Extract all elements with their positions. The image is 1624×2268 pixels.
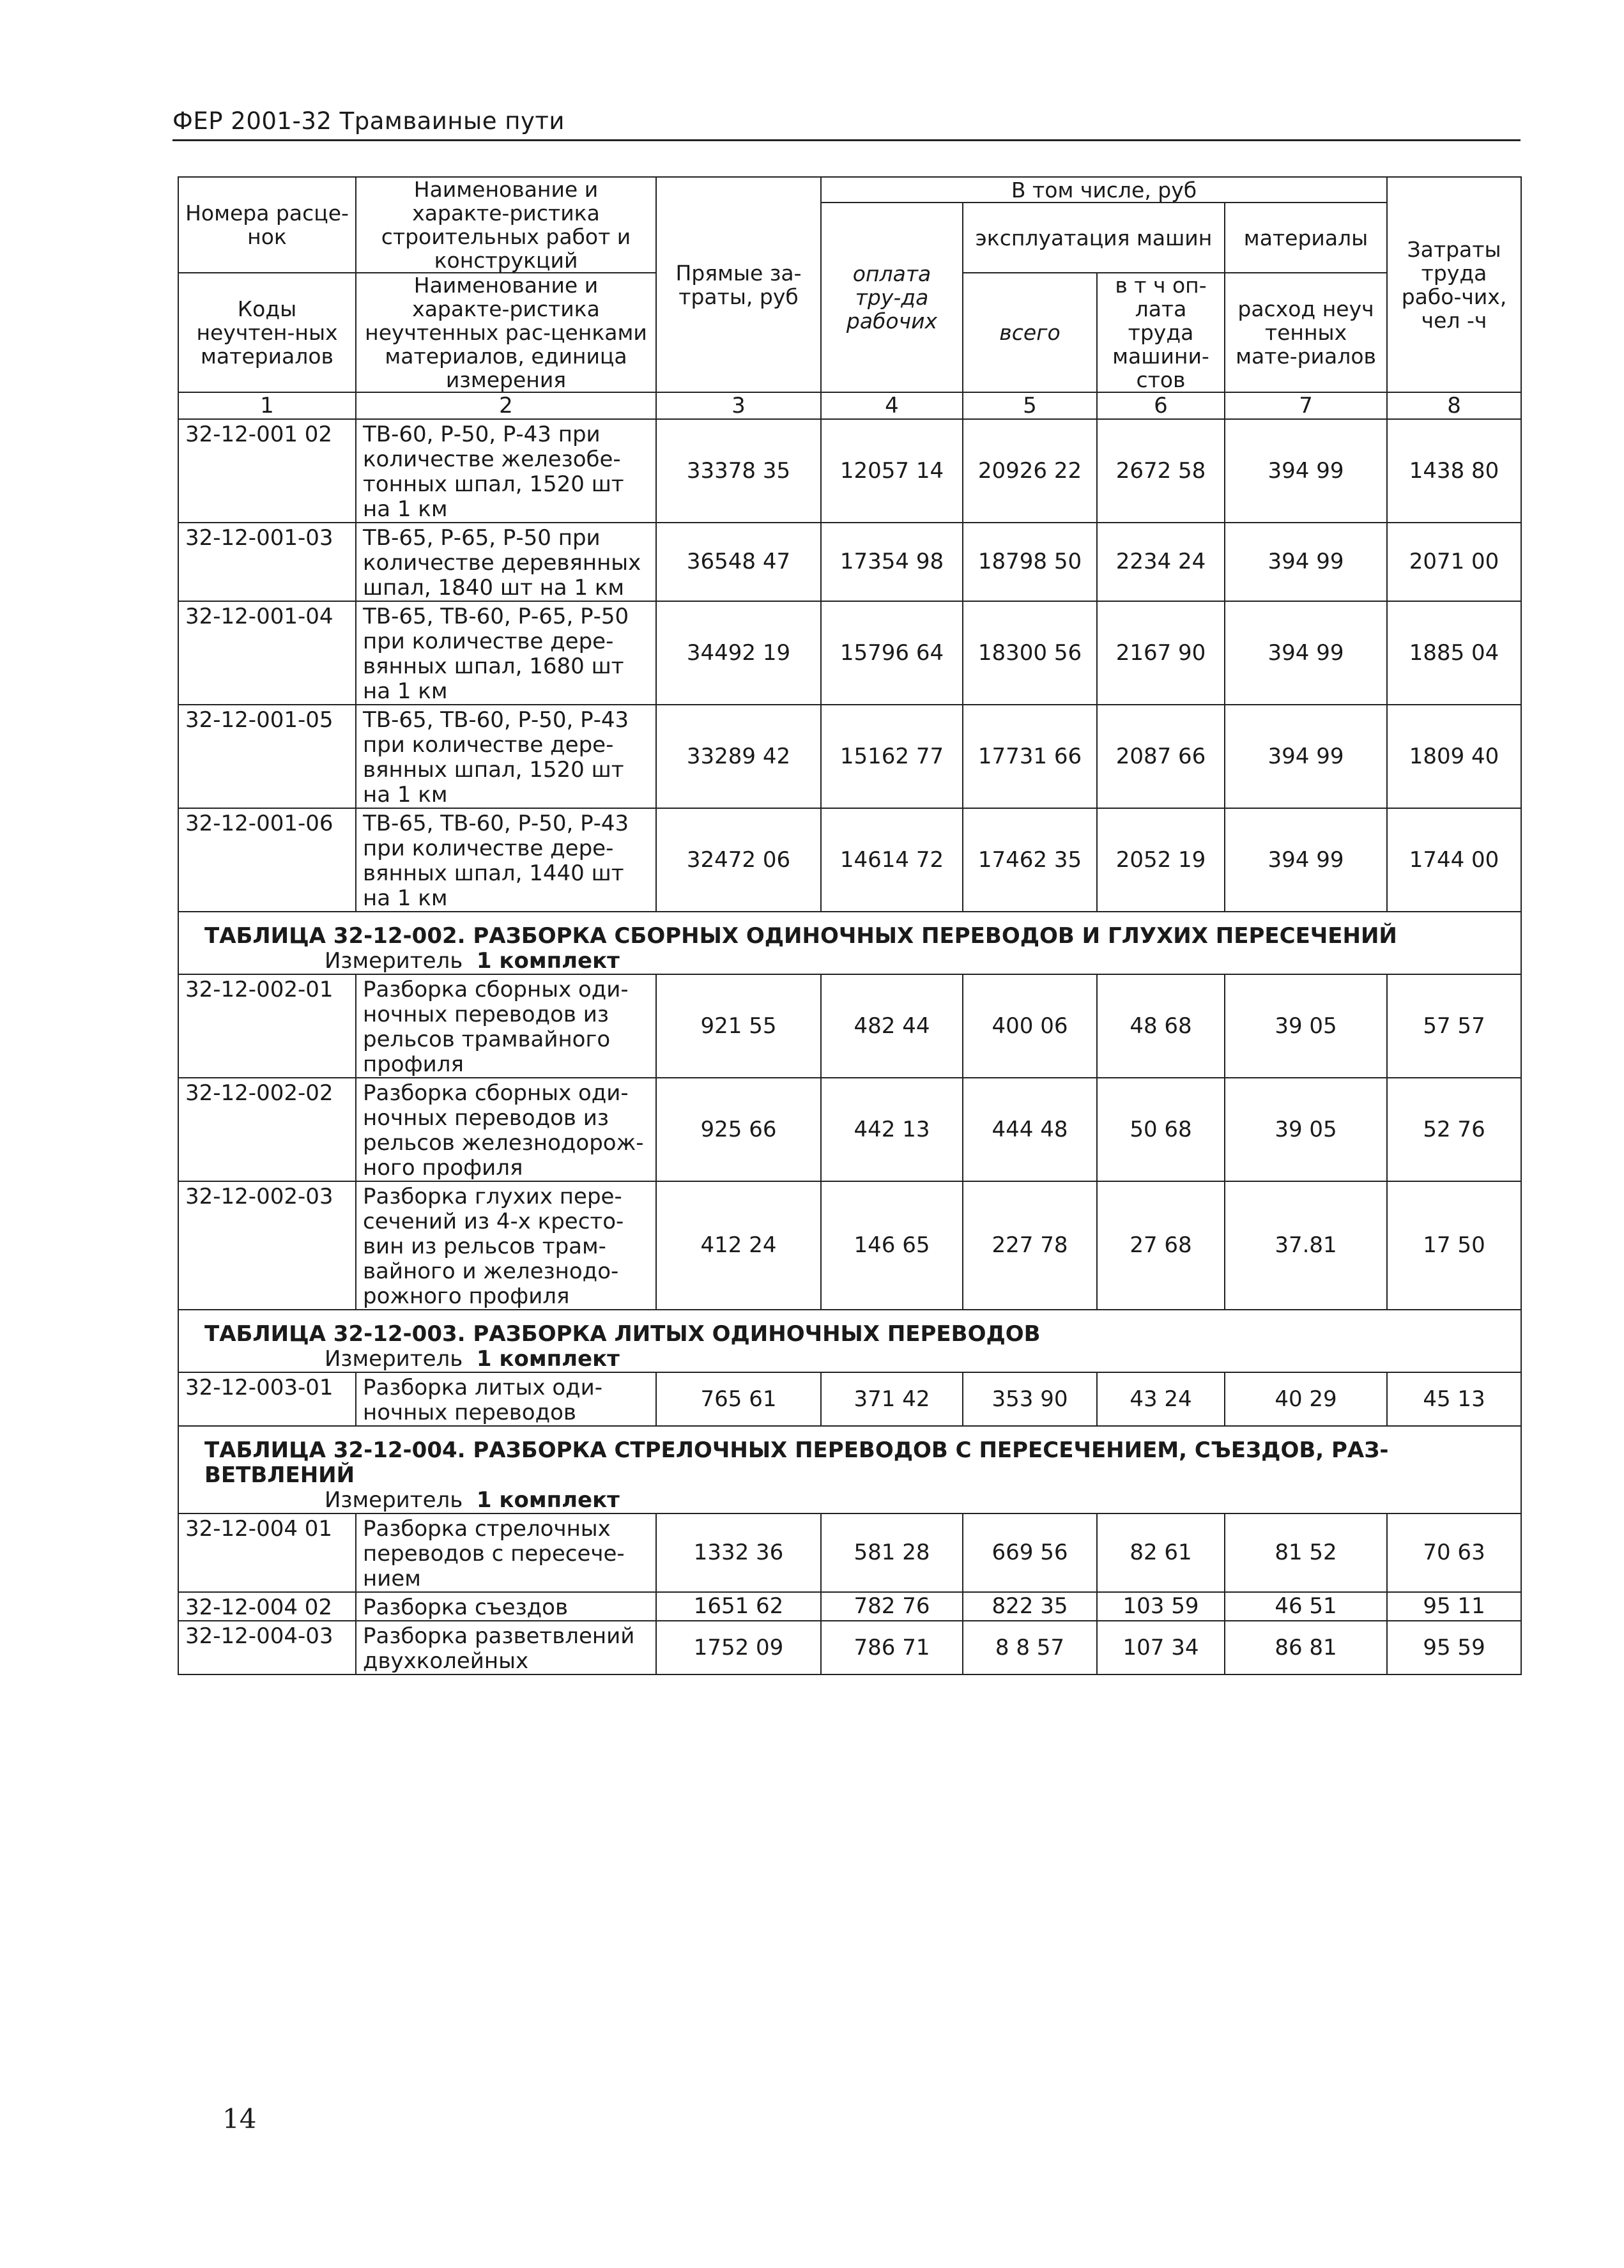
table-row [178, 974, 1521, 1078]
column-number: 7 [1225, 392, 1387, 419]
cost-value: 1744 00 [1387, 808, 1521, 912]
table-row [178, 1078, 1521, 1181]
section-title-004: ТАБЛИЦА 32-12-004. РАЗБОРКА СТРЕЛОЧНЫХ ПЕРЕВОДОВ С ПЕРЕСЕЧЕНИЕМ, СЪЕЗДОВ, РАЗ-ВЕТВЛЕНИЙ [178, 1426, 1521, 1488]
rate-code: 32-12-004-03 [178, 1621, 356, 1674]
meter-label: Измеритель [325, 1487, 463, 1513]
cost-value: 2167 90 [1097, 601, 1225, 705]
cost-value: 2071 00 [1387, 523, 1521, 601]
cost-value: 27 68 [1097, 1181, 1225, 1310]
cost-value: 45 13 [1387, 1372, 1521, 1426]
cost-value: 921 55 [656, 974, 821, 1078]
table-row [178, 808, 1521, 912]
header-work-name: Наименование и характе-ристика строительных работ и конструкций [356, 177, 656, 273]
cost-value: 33289 42 [656, 705, 821, 808]
column-number: 8 [1387, 392, 1521, 419]
column-number: 4 [821, 392, 963, 419]
cost-value: 371 42 [821, 1372, 963, 1426]
work-description: Разборка сборных оди-ночных переводов из рельсов железнодорож-ного профиля [356, 1078, 656, 1181]
rate-code: 32-12-001-04 [178, 601, 356, 705]
work-description: Разборка разветвлений двухколейных [356, 1621, 656, 1674]
cost-value: 95 59 [1387, 1621, 1521, 1674]
rate-code: 32-12-001-05 [178, 705, 356, 808]
cost-value: 2672 58 [1097, 419, 1225, 523]
cost-value: 1809 40 [1387, 705, 1521, 808]
table-row [178, 523, 1521, 601]
table-row [178, 1372, 1521, 1426]
cost-value: 14614 72 [821, 808, 963, 912]
cost-value: 34492 19 [656, 601, 821, 705]
cost-value: 394 99 [1225, 601, 1387, 705]
cost-value: 15162 77 [821, 705, 963, 808]
cost-value: 394 99 [1225, 523, 1387, 601]
work-description: Разборка стрелочных переводов с пересече-нием [356, 1513, 656, 1592]
header-unaccounted-materials: расход неуч тенных мате-риалов [1225, 273, 1387, 392]
header-labor-pay: оплата тру-да рабочих [821, 203, 963, 392]
column-number: 1 [178, 392, 356, 419]
cost-value: 103 59 [1097, 1592, 1225, 1621]
cost-value: 18300 56 [963, 601, 1097, 705]
cost-value: 1752 09 [656, 1621, 821, 1674]
section-title-002: ТАБЛИЦА 32-12-002. РАЗБОРКА СБОРНЫХ ОДИНОЧНЫХ ПЕРЕВОДОВ И ГЛУХИХ ПЕРЕСЕЧЕНИЙ [178, 912, 1521, 949]
cost-value: 81 52 [1225, 1513, 1387, 1592]
cost-value: 40 29 [1225, 1372, 1387, 1426]
cost-value: 146 65 [821, 1181, 963, 1310]
cost-value: 669 56 [963, 1513, 1097, 1592]
cost-value: 17462 35 [963, 808, 1097, 912]
cost-value: 15796 64 [821, 601, 963, 705]
header-rate-numbers: Номера расце-нок [178, 177, 356, 273]
cost-value: 107 34 [1097, 1621, 1225, 1674]
cost-value: 394 99 [1225, 808, 1387, 912]
header-unaccounted-codes: Коды неучтен-ных материалов [178, 273, 356, 392]
cost-value: 394 99 [1225, 419, 1387, 523]
cost-value: 33378 35 [656, 419, 821, 523]
cost-value: 1885 04 [1387, 601, 1521, 705]
header-rule [172, 139, 1521, 141]
work-description: Разборка сборных оди-ночных переводов из рельсов трамвайного профиля [356, 974, 656, 1078]
cost-value: 442 13 [821, 1078, 963, 1181]
cost-value: 412 24 [656, 1181, 821, 1310]
rate-code: 32-12-004 01 [178, 1513, 356, 1592]
header-machines-total: всего [963, 273, 1097, 392]
cost-value: 1332 36 [656, 1513, 821, 1592]
cost-value: 822 35 [963, 1592, 1097, 1621]
running-head: ФЕР 2001-32 Трамваиные пути [172, 107, 565, 135]
cost-value: 70 63 [1387, 1513, 1521, 1592]
section-meter-003 [178, 1347, 1521, 1372]
header-unaccounted-name: Наименование и характе-ристика неучтенных рас-ценками материалов, единица измерения [356, 273, 656, 392]
cost-value: 48 68 [1097, 974, 1225, 1078]
cost-value: 18798 50 [963, 523, 1097, 601]
table-row [178, 1621, 1521, 1674]
estimate-table [178, 176, 1522, 1675]
cost-value: 57 57 [1387, 974, 1521, 1078]
table-row [178, 1181, 1521, 1310]
page-number: 14 [222, 2103, 257, 2134]
cost-value: 8 8 57 [963, 1621, 1097, 1674]
cost-value: 37.81 [1225, 1181, 1387, 1310]
cost-value: 20926 22 [963, 419, 1097, 523]
column-number: 6 [1097, 392, 1225, 419]
rate-code: 32-12-002-03 [178, 1181, 356, 1310]
cost-value: 17354 98 [821, 523, 963, 601]
rate-code: 32-12-001-06 [178, 808, 356, 912]
header-machines: эксплуатация машин [963, 203, 1225, 273]
cost-value: 82 61 [1097, 1513, 1225, 1592]
cost-value: 43 24 [1097, 1372, 1225, 1426]
cost-value: 46 51 [1225, 1592, 1387, 1621]
cost-value: 2052 19 [1097, 808, 1225, 912]
cost-value: 394 99 [1225, 705, 1387, 808]
rate-code: 32-12-002-01 [178, 974, 356, 1078]
cost-value: 786 71 [821, 1621, 963, 1674]
cost-value: 39 05 [1225, 1078, 1387, 1181]
cost-value: 12057 14 [821, 419, 963, 523]
section-meter-002 [178, 949, 1521, 974]
header-materials: материалы [1225, 203, 1387, 273]
rate-code: 32-12-004 02 [178, 1592, 356, 1621]
rate-code: 32-12-002-02 [178, 1078, 356, 1181]
cost-value: 95 11 [1387, 1592, 1521, 1621]
meter-label: Измеритель [325, 948, 463, 974]
cost-value: 1438 80 [1387, 419, 1521, 523]
cost-value: 2087 66 [1097, 705, 1225, 808]
cost-value: 400 06 [963, 974, 1097, 1078]
rate-code: 32-12-001-03 [178, 523, 356, 601]
work-description: ТВ-65, Р-65, Р-50 при количестве деревянных шпал, 1840 шт на 1 км [356, 523, 656, 601]
cost-value: 227 78 [963, 1181, 1097, 1310]
meter-label: Измеритель [325, 1346, 463, 1372]
rate-code: 32-12-001 02 [178, 419, 356, 523]
table-row [178, 601, 1521, 705]
cost-value: 2234 24 [1097, 523, 1225, 601]
work-description: Разборка литых оди-ночных переводов [356, 1372, 656, 1426]
cost-value: 36548 47 [656, 523, 821, 601]
work-description: ТВ-65, ТВ-60, Р-50, Р-43 при количестве дере-вянных шпал, 1520 шт на 1 км [356, 705, 656, 808]
table-row [178, 419, 1521, 523]
meter-value: 1 комплект [476, 1487, 620, 1513]
cost-value: 925 66 [656, 1078, 821, 1181]
work-description: ТВ-65, ТВ-60, Р-65, Р-50 при количестве дере-вянных шпал, 1680 шт на 1 км [356, 601, 656, 705]
cost-value: 52 76 [1387, 1078, 1521, 1181]
table-row [178, 1592, 1521, 1621]
table-row [178, 1513, 1521, 1592]
section-title-003: ТАБЛИЦА 32-12-003. РАЗБОРКА ЛИТЫХ ОДИНОЧНЫХ ПЕРЕВОДОВ [178, 1310, 1521, 1347]
cost-value: 86 81 [1225, 1621, 1387, 1674]
header-machinists-pay: в т ч оп-лата труда машини-стов [1097, 273, 1225, 392]
table-row [178, 705, 1521, 808]
header-direct-costs: Прямые за-траты, руб [656, 177, 821, 392]
work-description: ТВ-60, Р-50, Р-43 при количестве железобе-тонных шпал, 1520 шт на 1 км [356, 419, 656, 523]
cost-value: 353 90 [963, 1372, 1097, 1426]
work-description: Разборка съездов [356, 1592, 656, 1621]
cost-value: 50 68 [1097, 1078, 1225, 1181]
cost-value: 482 44 [821, 974, 963, 1078]
meter-value: 1 комплект [476, 948, 620, 974]
cost-value: 32472 06 [656, 808, 821, 912]
cost-value: 1651 62 [656, 1592, 821, 1621]
rate-code: 32-12-003-01 [178, 1372, 356, 1426]
cost-value: 765 61 [656, 1372, 821, 1426]
cost-value: 39 05 [1225, 974, 1387, 1078]
cost-value: 17731 66 [963, 705, 1097, 808]
column-number: 2 [356, 392, 656, 419]
section-meter-004 [178, 1488, 1521, 1513]
work-description: Разборка глухих пере-сечений из 4-х кресто-вин из рельсов трам-вайного и железнодо-рожного профиля [356, 1181, 656, 1310]
column-number: 3 [656, 392, 821, 419]
cost-value: 581 28 [821, 1513, 963, 1592]
header-including: В том числе, руб [821, 177, 1387, 203]
cost-value: 782 76 [821, 1592, 963, 1621]
cost-value: 444 48 [963, 1078, 1097, 1181]
header-labor-costs: Затраты труда рабо-чих, чел -ч [1387, 177, 1521, 392]
column-numbers-row [178, 392, 1521, 419]
column-number: 5 [963, 392, 1097, 419]
meter-value: 1 комплект [476, 1346, 620, 1372]
work-description: ТВ-65, ТВ-60, Р-50, Р-43 при количестве дере-вянных шпал, 1440 шт на 1 км [356, 808, 656, 912]
cost-value: 17 50 [1387, 1181, 1521, 1310]
